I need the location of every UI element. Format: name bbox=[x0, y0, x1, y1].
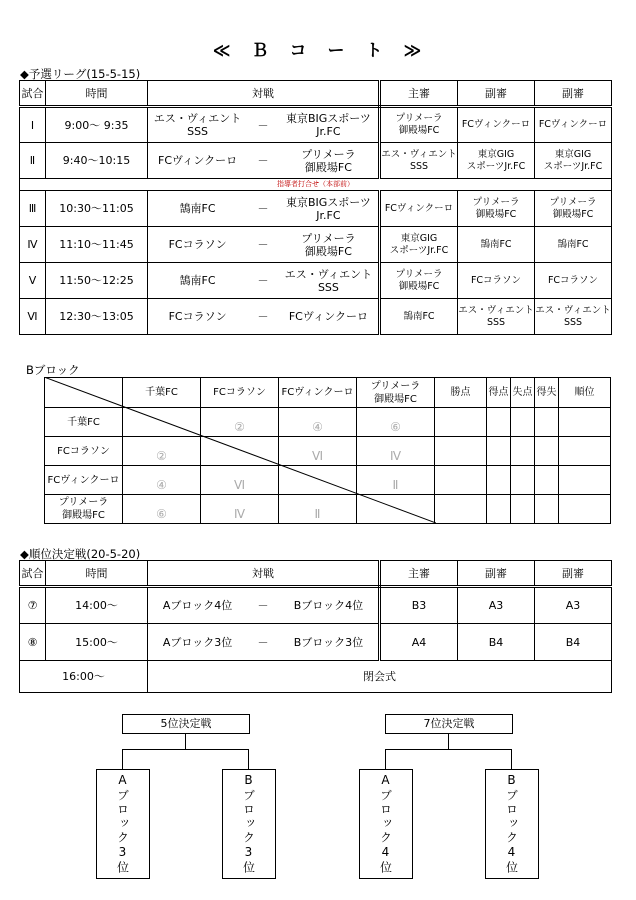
header-referee: 主審 bbox=[380, 561, 458, 587]
team-b: FCヴィンクーロ bbox=[288, 310, 368, 323]
bracket-slot-right: Bブロック4位 bbox=[485, 769, 539, 879]
header-assistant2: 副審 bbox=[535, 81, 612, 107]
header-assistant2: 副審 bbox=[535, 561, 612, 587]
team-a: エス・ヴィエント SSS bbox=[153, 112, 242, 138]
bracket-line bbox=[122, 749, 123, 769]
match-time: 12:30～13:05 bbox=[46, 299, 148, 335]
leaders-meeting-note: 指導者打合せ（本部前） bbox=[20, 179, 612, 191]
assistant-referee-1: 東京GIG スポーツJr.FC bbox=[458, 143, 535, 179]
header-time: 時間 bbox=[46, 561, 148, 587]
block-heading: Bブロック bbox=[26, 363, 80, 377]
assistant-referee-2: 東京GIG スポーツJr.FC bbox=[535, 143, 612, 179]
match-number-mark: ⑥ bbox=[390, 420, 401, 434]
versus-dash: － bbox=[257, 118, 269, 132]
referee: プリメーラ 御殿場FC bbox=[380, 107, 458, 143]
assistant-referee-2: プリメーラ 御殿場FC bbox=[535, 191, 612, 227]
assistant-referee-2: FCコラソン bbox=[535, 263, 612, 299]
block-column-team: プリメーラ 御殿場FC bbox=[357, 378, 435, 408]
team-a: FCヴィンクーロ bbox=[158, 154, 238, 167]
team-b: Bブロック3位 bbox=[293, 635, 364, 649]
bracket-line bbox=[248, 749, 249, 769]
page-title: ≪ Ｂ コ ー ト ≫ bbox=[212, 41, 424, 61]
block-stat-header: 勝点 bbox=[435, 378, 487, 408]
team-b: 東京BIGスポーツ Jr.FC bbox=[285, 112, 371, 138]
bracket-slot-left: Aブロック3位 bbox=[96, 769, 150, 879]
round-number: Ⅵ bbox=[20, 299, 46, 335]
assistant-referee-1: B4 bbox=[458, 624, 535, 661]
team-a: FCコラソン bbox=[168, 238, 227, 251]
versus-dash: － bbox=[257, 154, 269, 167]
assistant-referee-2: 鵠南FC bbox=[535, 227, 612, 263]
match-number-mark: ⑥ bbox=[156, 507, 167, 521]
referee: 東京GIG スポーツJr.FC bbox=[380, 227, 458, 263]
placement-heading: ◆順位決定戦(20-5-20) bbox=[20, 547, 141, 561]
round-number: Ⅰ bbox=[20, 107, 46, 143]
match-number-mark: Ⅳ bbox=[389, 449, 402, 463]
referee: 鵠南FC bbox=[380, 299, 458, 335]
block-stat-header: 失点 bbox=[511, 378, 535, 408]
team-b: Bブロック4位 bbox=[293, 599, 364, 612]
block-column-team: 千葉FC bbox=[123, 378, 201, 408]
team-a: 鵠南FC bbox=[179, 202, 216, 215]
bracket-line bbox=[185, 733, 186, 749]
assistant-referee-1: FCコラソン bbox=[458, 263, 535, 299]
referee: エス・ヴィエント SSS bbox=[380, 143, 458, 179]
match-time: 15:00～ bbox=[46, 624, 148, 661]
bracket-title: 5位決定戦 bbox=[122, 714, 250, 734]
assistant-referee-1: 鵠南FC bbox=[458, 227, 535, 263]
round-number: ⑧ bbox=[20, 624, 46, 661]
block-stat-header: 得点 bbox=[487, 378, 511, 408]
header-time: 時間 bbox=[46, 81, 148, 107]
match-number-mark: ② bbox=[156, 449, 167, 463]
bracket-slot-left: Aブロック4位 bbox=[359, 769, 413, 879]
referee: A4 bbox=[380, 624, 458, 661]
assistant-referee-1: A3 bbox=[458, 587, 535, 624]
match-number-mark: Ⅱ bbox=[392, 478, 399, 492]
header-match: 対戦 bbox=[148, 561, 380, 587]
bracket-line bbox=[385, 749, 386, 769]
bracket-slot-right: Bブロック3位 bbox=[222, 769, 276, 879]
round-number: ⑦ bbox=[20, 587, 46, 624]
match-number-mark: Ⅱ bbox=[314, 507, 321, 521]
match-number-mark: ④ bbox=[156, 478, 167, 492]
assistant-referee-2: A3 bbox=[535, 587, 612, 624]
assistant-referee-1: エス・ヴィエント SSS bbox=[458, 299, 535, 335]
round-number: Ⅱ bbox=[20, 143, 46, 179]
match-time: 14:00～ bbox=[46, 587, 148, 624]
header-round: 試合 bbox=[20, 561, 46, 587]
referee: FCヴィンクーロ bbox=[380, 191, 458, 227]
league-heading: ◆予選リーグ(15-5-15) bbox=[20, 67, 141, 81]
versus-dash: － bbox=[257, 274, 269, 287]
versus-dash: － bbox=[257, 202, 269, 215]
match-time: 11:50～12:25 bbox=[46, 263, 148, 299]
match-number-mark: Ⅳ bbox=[233, 507, 246, 521]
referee: B3 bbox=[380, 587, 458, 624]
block-column-team: FCコラソン bbox=[201, 378, 279, 408]
block-row-team: 千葉FC bbox=[45, 408, 123, 437]
round-number: Ⅳ bbox=[20, 227, 46, 263]
team-b: 東京BIGスポーツ Jr.FC bbox=[285, 195, 371, 222]
assistant-referee-1: FCヴィンクーロ bbox=[458, 107, 535, 143]
header-assistant1: 副審 bbox=[458, 561, 535, 587]
closing-ceremony: 閉会式 bbox=[148, 661, 612, 693]
match-number-mark: ② bbox=[234, 420, 245, 434]
assistant-referee-1: プリメーラ 御殿場FC bbox=[458, 191, 535, 227]
team-a: FCコラソン bbox=[168, 310, 227, 323]
header-round: 試合 bbox=[20, 81, 46, 107]
match-time: 11:10～11:45 bbox=[46, 227, 148, 263]
team-b: エス・ヴィエント SSS bbox=[284, 267, 373, 294]
block-stat-header: 順位 bbox=[559, 378, 611, 408]
versus-dash: － bbox=[257, 599, 269, 612]
block-row-team: プリメーラ 御殿場FC bbox=[45, 495, 123, 524]
header-assistant1: 副審 bbox=[458, 81, 535, 107]
versus-dash: － bbox=[257, 238, 269, 251]
round-number: Ⅲ bbox=[20, 191, 46, 227]
bracket-title: 7位決定戦 bbox=[385, 714, 513, 734]
bracket-line bbox=[511, 749, 512, 769]
round-number: Ⅴ bbox=[20, 263, 46, 299]
header-match: 対戦 bbox=[148, 81, 380, 107]
block-row-team: FCコラソン bbox=[45, 437, 123, 466]
match-time: 9:00～ 9:35 bbox=[46, 107, 148, 143]
referee: プリメーラ 御殿場FC bbox=[380, 263, 458, 299]
team-a: Aブロック4位 bbox=[162, 599, 233, 612]
assistant-referee-2: B4 bbox=[535, 624, 612, 661]
bracket-line bbox=[122, 749, 249, 750]
header-referee: 主審 bbox=[380, 81, 458, 107]
team-a: 鵠南FC bbox=[179, 274, 216, 287]
versus-dash: － bbox=[257, 310, 269, 323]
block-column-team: FCヴィンクーロ bbox=[279, 378, 357, 408]
match-time: 10:30～11:05 bbox=[46, 191, 148, 227]
bracket-line bbox=[448, 733, 449, 749]
block-stat-header: 得失 bbox=[535, 378, 559, 408]
team-a: Aブロック3位 bbox=[162, 635, 233, 649]
match-time: 9:40～10:15 bbox=[46, 143, 148, 179]
match-number-mark: Ⅵ bbox=[311, 449, 324, 463]
block-row-team: FCヴィンクーロ bbox=[45, 466, 123, 495]
assistant-referee-2: FCヴィンクーロ bbox=[535, 107, 612, 143]
versus-dash: － bbox=[257, 635, 269, 649]
closing-time: 16:00～ bbox=[20, 661, 148, 693]
match-number-mark: Ⅵ bbox=[233, 478, 246, 492]
match-number-mark: ④ bbox=[312, 420, 323, 434]
bracket-line bbox=[385, 749, 512, 750]
assistant-referee-2: エス・ヴィエント SSS bbox=[535, 299, 612, 335]
team-b: プリメーラ 御殿場FC bbox=[301, 231, 356, 258]
team-b: プリメーラ 御殿場FC bbox=[301, 147, 356, 174]
